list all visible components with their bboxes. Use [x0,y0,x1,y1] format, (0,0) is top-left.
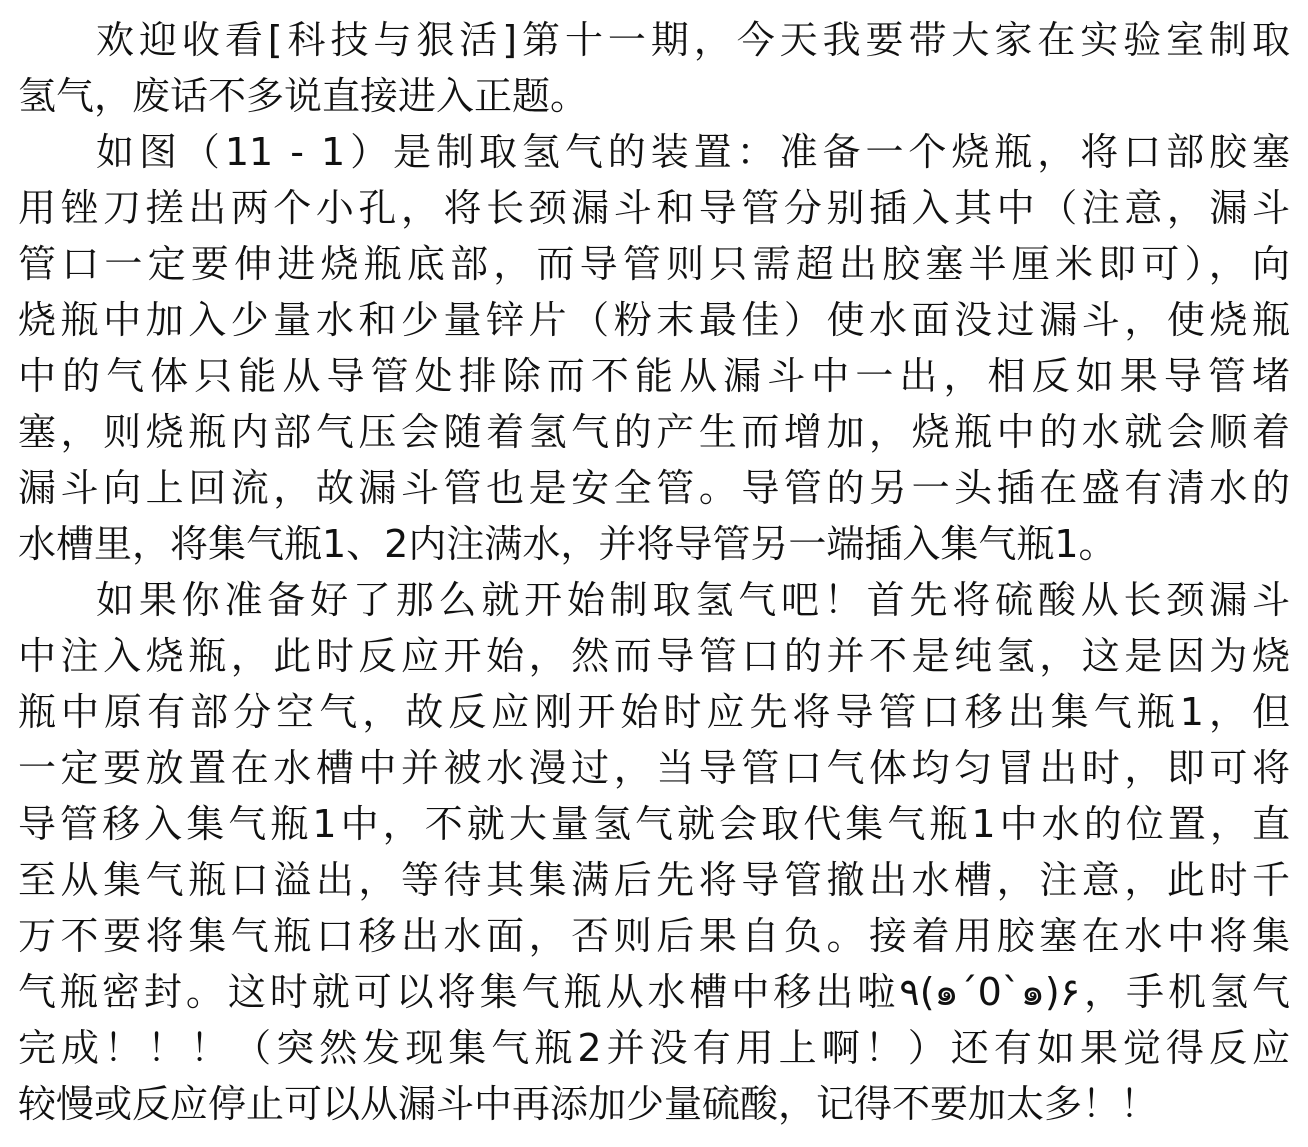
document-body [18,12,1290,1132]
text-line: 一定要放置在水槽中并被水漫过，当导管口气体均匀冒出时，即可将 [18,746,1290,790]
text-line: 欢迎收看[科技与狠活]第十一期，今天我要带大家在实验室制取 [96,18,1290,62]
text-line: 氢气，废话不多说直接进入正题。 [18,74,589,118]
text-line: 水槽里，将集气瓶1、2内注满水，并将导管另一端插入集气瓶1。 [18,522,1117,566]
text-line: 万不要将集气瓶口移出水面，否则后果自负。接着用胶塞在水中将集 [18,914,1290,958]
text-line: 完成！！！（突然发现集气瓶2并没有用上啊！）还有如果觉得反应 [18,1026,1290,1070]
text-line: 中的气体只能从导管处排除而不能从漏斗中一出，相反如果导管堵 [18,354,1290,398]
text-line: 较慢或反应停止可以从漏斗中再添加少量硫酸，记得不要加太多！！ [18,1082,1159,1126]
text-line: 漏斗向上回流，故漏斗管也是安全管。导管的另一头插在盛有清水的 [18,466,1290,510]
text-line: 中注入烧瓶，此时反应开始，然而导管口的并不是纯氢，这是因为烧 [18,634,1290,678]
text-line: 用锉刀搓出两个小孔，将长颈漏斗和导管分别插入其中（注意，漏斗 [18,186,1290,230]
text-line: 气瓶密封。这时就可以将集气瓶从水槽中移出啦٩(๑´0`๑)۶，手机氢气 [18,970,1290,1014]
text-line: 管口一定要伸进烧瓶底部，而导管则只需超出胶塞半厘米即可），向 [18,242,1290,286]
paragraph-apparatus [18,124,1290,572]
text-line: 烧瓶中加入少量水和少量锌片（粉末最佳）使水面没过漏斗，使烧瓶 [18,298,1290,342]
text-line: 塞，则烧瓶内部气压会随着氢气的产生而增加，烧瓶中的水就会顺着 [18,410,1290,454]
paragraph-procedure [18,572,1290,1132]
text-line: 如图（11 - 1）是制取氢气的装置：准备一个烧瓶，将口部胶塞 [96,130,1290,174]
text-line: 如果你准备好了那么就开始制取氢气吧！首先将硫酸从长颈漏斗 [96,578,1290,622]
text-line: 导管移入集气瓶1中，不就大量氢气就会取代集气瓶1中水的位置，直 [18,802,1290,846]
paragraph-intro [18,12,1290,124]
text-line: 至从集气瓶口溢出，等待其集满后先将导管撤出水槽，注意，此时千 [18,858,1290,902]
text-line: 瓶中原有部分空气，故反应刚开始时应先将导管口移出集气瓶1，但 [18,690,1290,734]
